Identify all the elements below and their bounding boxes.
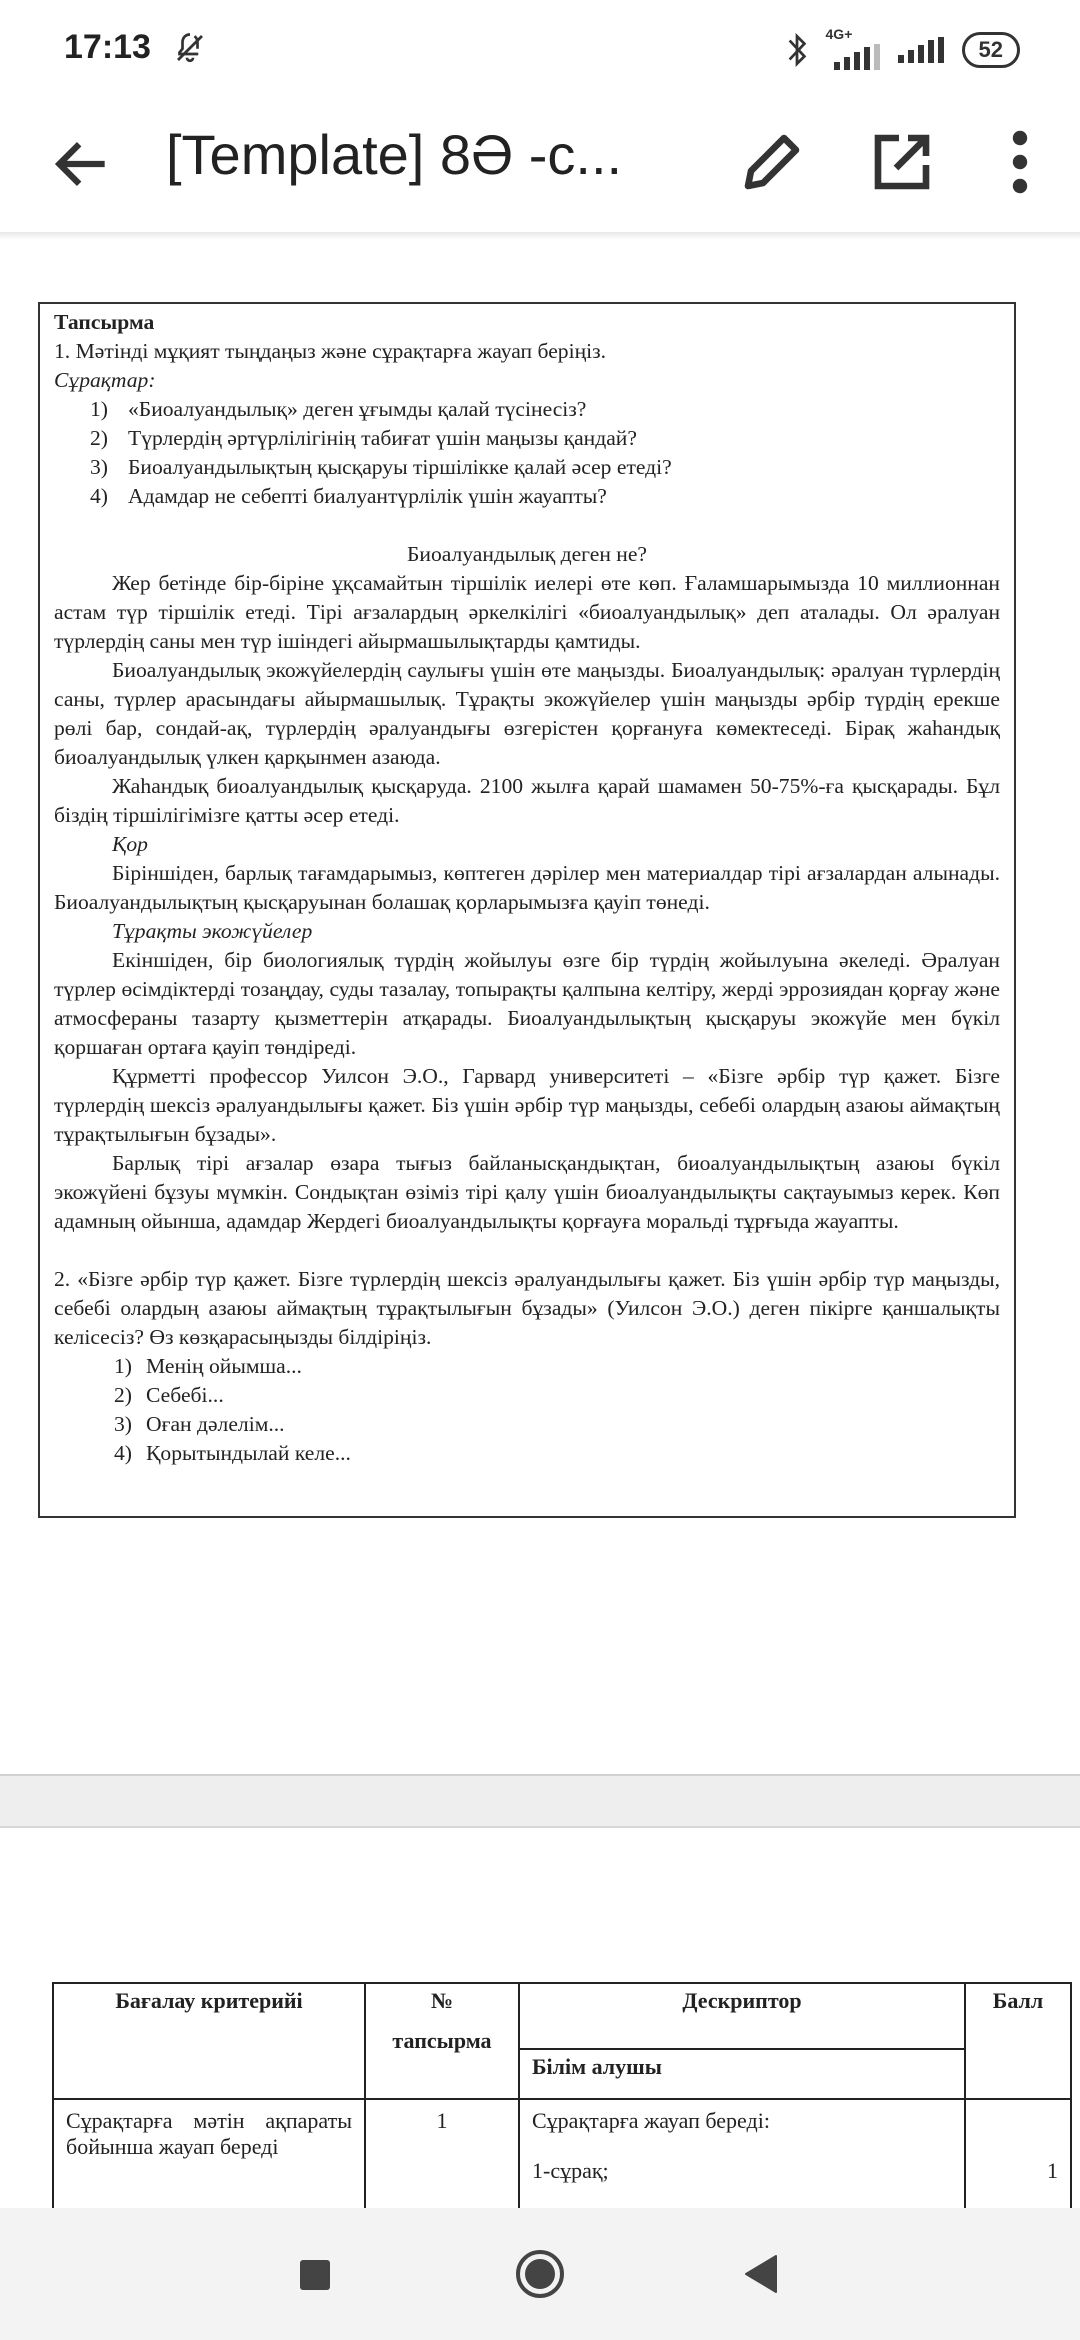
list-item: 3) Биоалуандылықтың қысқаруы тіршілікке қалай әсер етеді? (90, 455, 672, 479)
subheading-ecosystems: Тұрақты экожүйелер (112, 919, 313, 943)
network-type: 4G+ (825, 26, 853, 42)
home-circle-icon[interactable] (514, 2248, 566, 2300)
status-time: 17:13 (64, 28, 151, 66)
app-bar-shadow (0, 232, 1080, 240)
app-bar (0, 100, 1080, 232)
list-item: 2) Себебі... (114, 1383, 224, 1407)
row1-criterion: Сұрақтарға мәтін ақпараты бойынша жауап береді (53, 2099, 365, 2239)
list-item: 4) Қорытындылай келе... (114, 1441, 351, 1465)
status-bar (0, 0, 1080, 100)
questions-list (54, 395, 1000, 511)
bluetooth-icon (784, 31, 810, 69)
system-nav-bar (0, 2208, 1080, 2340)
task-2-instruction: 2. «Бізге әрбір түр қажет. Бізге түрлердің шексіз әралуандылығы қажет. Біз үшін әрбір түр маңызды, себебі олардың азаюы аймақтың тұрақтылығын бұзады» (Уилсон Э.О.) деген пікірге қаншалықты келісесіз? Өз көзқарасыңызды білдіріңіз. (54, 1267, 1000, 1349)
back-arrow-icon[interactable] (48, 130, 116, 198)
row1-score: 1 (965, 2099, 1071, 2239)
criteria-table-viewport (52, 1982, 1080, 2208)
header-descriptor: Дескриптор (519, 1983, 965, 2049)
answer-starters-list (54, 1352, 1000, 1468)
mobile-signal (825, 26, 882, 70)
paragraph-5: Екіншіден, бір биологиялық түрдің жойылуы өзге бір түрдің жойылуына әкеледі. Әралуан түрлер өсімдіктерді тозаңдау, суды тазалау, топырақты қалпына келтіру, жерді эррозиядан қорғау және атмосфераны тазарту қызметтерін атқарады. Биоалуандылықтың қысқаруы экожүйе мен бүкіл қоршаған ортаға қауіп төндіреді. (54, 948, 1000, 1059)
header-score: Балл (965, 1983, 1071, 2099)
task-heading: Тапсырма (54, 310, 155, 334)
page-separator (0, 1774, 1080, 1828)
signal-bars-icon (834, 44, 882, 70)
header-task-number: № тапсырма (365, 1983, 519, 2099)
paragraph-3: Жаһандық биоалуандылық қысқаруда. 2100 жылға қарай шамамен 50-75%-ға қысқарады. Бұл біздің тіршілігімізге қатты әсер етеді. (54, 774, 1000, 827)
paragraph-7: Барлық тірі ағзалар өзара тығыз байланысқандықтан, биоалуандылықтың азаюы бүкіл экожүйені бұзуы мүмкін. Сондықтан өзіміз тірі қалу үшін биоалуандылықты сақтауымыз керек. Көп адамның ойынша, адамдар Жердегі биоалуандылықты қорғауға моральді тұрғыда жауапты. (54, 1151, 1000, 1233)
list-item: 2) Түрлердің әртүрлілігінің табиғат үшін маңызы қандай? (90, 426, 637, 450)
more-vert-icon[interactable] (1000, 126, 1040, 198)
signal-bars-icon-2 (898, 37, 946, 63)
list-item: 1) «Биоалуандылық» деген ұғымды қалай түсінесіз? (90, 397, 587, 421)
document-title: [Template] 8Ə -c... (166, 123, 623, 186)
questions-label: Сұрақтар: (54, 368, 156, 392)
criteria-table (52, 1982, 1072, 2240)
paragraph-4: Біріншіден, барлық тағамдарымыз, көптеген дәрілер мен материалдар тірі ағзалардан алынады. Биоалуандылықтың қысқаруынан болашақ қорларымызға қауіп төнеді. (54, 861, 1000, 914)
table-row (53, 1983, 1071, 2049)
task-box (38, 302, 1016, 1518)
paragraph-1: Жер бетінде бір-біріне ұқсамайтын тіршілік иелері өте көп. Ғаламшарымызда 10 миллионнан астам түр тіршілік етеді. Тірі ағзалардың әркелкілігі «биоалуандылық» деп аталады. Ол әралуан түрлердің саны мен түр ішіндегі айырмашылықтарды қамтиды. (54, 571, 1000, 653)
paragraph-6: Құрметті профессор Уилсон Э.О., Гарвард университеті – «Бізге әрбір түр қажет. Бізге түрлердің шексіз әралуандылығы қажет. Біз үшін әрбір түр маңызды, себебі олардың азаюы аймақтың тұрақтылығын бұзады». (54, 1064, 1000, 1146)
list-item: 4) Адамдар не себепті биалуантүрлілік үшін жауапты? (90, 484, 607, 508)
recents-square-icon[interactable] (300, 2260, 330, 2290)
task-1-instruction: 1. Мәтінді мұқият тыңдаңыз және сұрақтарға жауап беріңіз. (54, 339, 607, 363)
text-title: Биоалуандылық деген не? (406, 542, 648, 566)
back-triangle-icon[interactable] (744, 2254, 778, 2294)
header-criterion: Бағалау критерийі (53, 1983, 365, 2099)
list-item: 3) Оған дәлелім... (114, 1412, 285, 1436)
battery-indicator: 52 (962, 32, 1020, 68)
list-item: 1) Менің ойымша... (114, 1354, 302, 1378)
subheading-reserves: Қор (112, 832, 148, 856)
paragraph-2: Биоалуандылық экожүйелердің саулығы үшін өте маңызды. Биоалуандылық: әралуан түрлердің саны, түрлер арасындағы айырмашылық. Тұрақты экожүйелер үшін маңызды әрбір түрдің ерекше рөлі бар, сондай-ақ, түрлердің әралуандығы өзгерістен қорғануға көмектеседі. Бірақ жаһандық биоалуандылық үлкен қарқынмен азаюда. (54, 658, 1000, 769)
open-in-new-icon[interactable] (866, 126, 938, 198)
edit-pencil-icon[interactable] (736, 126, 808, 198)
row1-descriptor: Сұрақтарға жауап береді: 1-сұрақ; (519, 2099, 965, 2239)
row1-task: 1 (365, 2099, 519, 2239)
notifications-off-icon (172, 30, 208, 66)
learner-subheader: Білім алушы (519, 2049, 965, 2099)
